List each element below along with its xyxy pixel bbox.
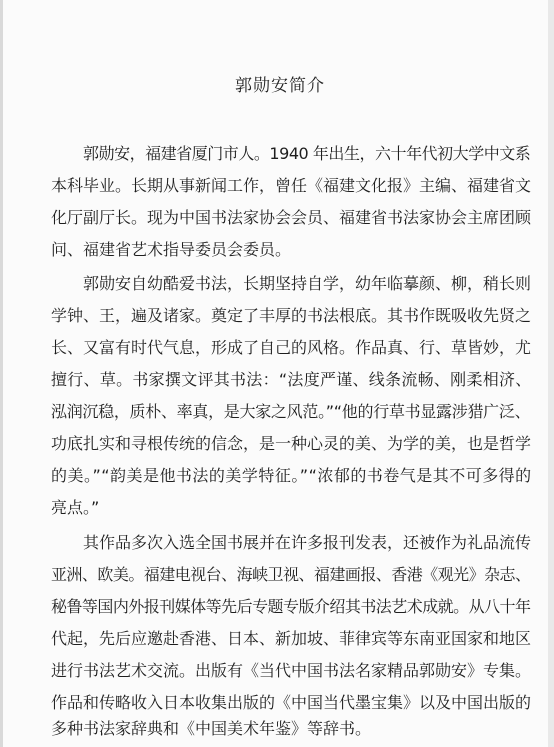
paragraph-3-line-5: 进行书法艺术交流。出版有《当代中国书法名家精品郭勋安》专集。 (51, 661, 532, 680)
paragraph-1-line-2: 本科毕业。长期从事新闻工作，曾任《福建文化报》主编、福建省文 (51, 176, 532, 195)
paragraph-2-line-5: 泓润沉稳，质朴、率真，是大家之风范。”“他的行草书显露涉猎广泛、 (51, 402, 531, 421)
paragraph-1-line-1: 郭勋安，福建省厦门市人。1940 年出生，六十年代初大学中文系 (83, 144, 531, 163)
paragraph-2-line-7: 的美。”“韵美是他书法的美学特征。”“浓郁的书卷气是其不可多得的 (51, 466, 532, 485)
paragraph-3-line-2: 亚洲、欧美。福建电视台、海峡卫视、福建画报、香港《观光》杂志、 (51, 565, 531, 584)
paragraph-2-line-8: 亮点。” (51, 498, 100, 517)
paragraph-3-line-4: 代起，先后应邀赴香港、日本、新加坡、菲律宾等东南亚国家和地区 (51, 629, 532, 648)
paragraph-2-line-3: 长、又富有时代气息，形成了自己的风格。作品真、行、草皆妙，尤 (51, 338, 532, 357)
paragraph-3-line-3: 秘鲁等国内外报刊媒体等先后专题专版介绍其书法艺术成就。从八十年 (51, 597, 531, 616)
paragraph-1-line-3: 化厅副厅长。现为中国书法家协会会员、福建省书法家协会主席团顾 (51, 208, 532, 227)
paragraph-2-line-6: 功底扎实和寻根传统的信念，是一种心灵的美、为学的美，也是哲学 (51, 434, 532, 453)
paragraph-2-line-1: 郭勋安自幼酷爱书法，长期坚持自学，幼年临摹颜、柳，稍长则 (83, 274, 532, 293)
paragraph-3-line-6: 作品和传略收入日本收集出版的《中国当代墨宝集》以及中国出版的 (51, 693, 532, 712)
document-title: 郭勋安简介 (235, 76, 325, 96)
paragraph-2-line-2: 学钟、王，遍及诸家。奠定了丰厚的书法根底。其书作既吸收先贤之 (51, 306, 532, 325)
paragraph-3-line-1: 其作品多次入选全国书展并在许多报刊发表，还被作为礼品流传 (83, 533, 532, 552)
paragraph-3-line-7: 多种书法家辞典和《中国美术年鉴》等辞书。 (51, 719, 372, 738)
paragraph-2-line-4: 擅行、草。书家撰文评其书法：“法度严谨、线条流畅、刚柔相济、 (51, 370, 532, 389)
paragraph-1-line-4: 问、福建省艺术指导委员会委员。 (51, 240, 292, 259)
